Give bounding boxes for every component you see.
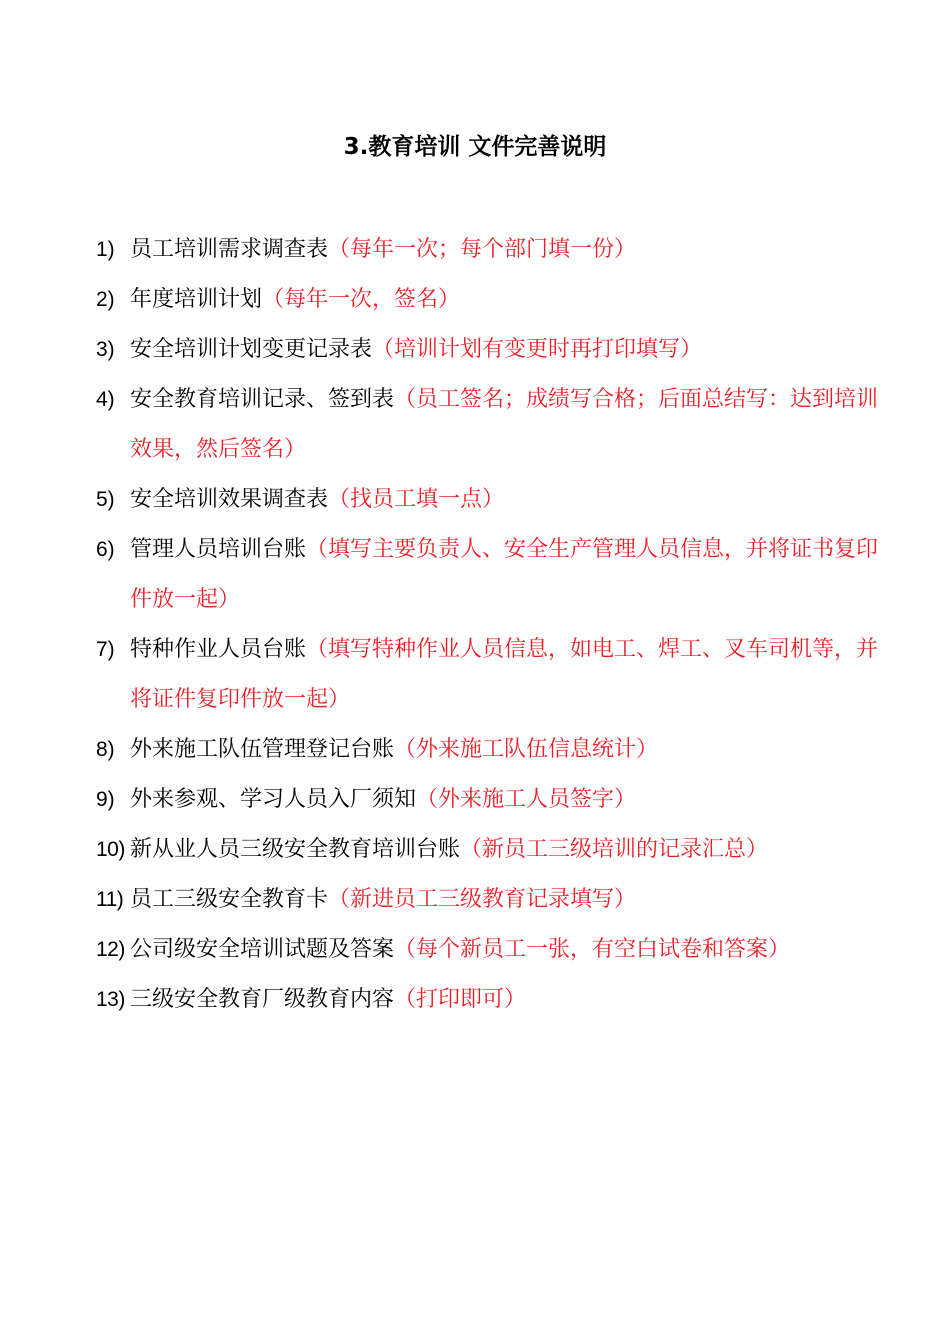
document-title: 3.教育培训 文件完善说明: [343, 134, 607, 160]
list-item: [96, 825, 896, 875]
item-note: （每年一次，签名）: [262, 287, 461, 312]
list-item: [96, 225, 896, 275]
item-text: 安全培训效果调查表: [130, 487, 329, 512]
list-item: [96, 275, 896, 325]
item-note: （外来施工人员签字）: [416, 787, 637, 812]
list-item: [96, 625, 896, 725]
list-item: [96, 525, 896, 625]
item-number: 5): [96, 488, 115, 511]
item-number: 8): [96, 738, 115, 761]
item-note: （找员工填一点）: [328, 487, 505, 512]
item-text: 新从业人员三级安全教育培训台账: [130, 837, 461, 862]
item-text: 公司级安全培训试题及答案: [130, 937, 395, 962]
item-text: 员工三级安全教育卡: [130, 887, 329, 912]
requirement-list: [96, 225, 896, 1025]
item-note: （打印即可）: [394, 987, 527, 1012]
list-item: [96, 325, 896, 375]
item-note: （新员工三级培训的记录汇总）: [460, 837, 769, 862]
item-number: 9): [96, 788, 115, 811]
item-text: 外来参观、学习人员入厂须知: [130, 787, 417, 812]
item-text: 特种作业人员台账: [130, 637, 307, 662]
item-text: 三级安全教育厂级教育内容: [130, 987, 395, 1012]
item-number: 6): [96, 538, 115, 561]
item-number: 11): [96, 888, 124, 911]
item-text: 外来施工队伍管理登记台账: [130, 737, 395, 762]
item-number: 4): [96, 388, 115, 411]
list-item: [96, 375, 896, 475]
item-note: （每个新员工一张，有空白试卷和答案）: [394, 937, 791, 962]
item-note: （新进员工三级教育记录填写）: [328, 887, 637, 912]
item-note: （外来施工队伍信息统计）: [394, 737, 659, 762]
item-text: 年度培训计划: [130, 287, 263, 312]
item-note: （每年一次；每个部门填一份）: [328, 237, 637, 262]
item-number: 2): [96, 288, 115, 311]
item-number: 13): [96, 988, 125, 1011]
list-item: [96, 875, 896, 925]
item-number: 1): [96, 238, 115, 261]
item-text: 员工培训需求调查表: [130, 237, 329, 262]
item-note: （培训计划有变更时再打印填写）: [372, 337, 703, 362]
list-item: [96, 975, 896, 1025]
item-number: 12): [96, 938, 125, 961]
item-note: （填写特种作业人员信息，如电工、焊工、叉车司机等，并将证件复印件放一起）: [130, 637, 879, 712]
list-item: [96, 775, 896, 825]
item-text: 安全教育培训记录、签到表: [130, 387, 395, 412]
item-note: （填写主要负责人、安全生产管理人员信息，并将证书复印件放一起）: [130, 537, 879, 612]
item-number: 3): [96, 338, 115, 361]
item-note: （员工签名；成绩写合格；后面总结写：达到培训效果，然后签名）: [130, 387, 879, 462]
item-text: 安全培训计划变更记录表: [130, 337, 373, 362]
item-text: 管理人员培训台账: [130, 537, 307, 562]
list-item: [96, 725, 896, 775]
item-number: 10): [96, 838, 125, 861]
list-item: [96, 925, 896, 975]
item-number: 7): [96, 638, 115, 661]
list-item: [96, 475, 896, 525]
